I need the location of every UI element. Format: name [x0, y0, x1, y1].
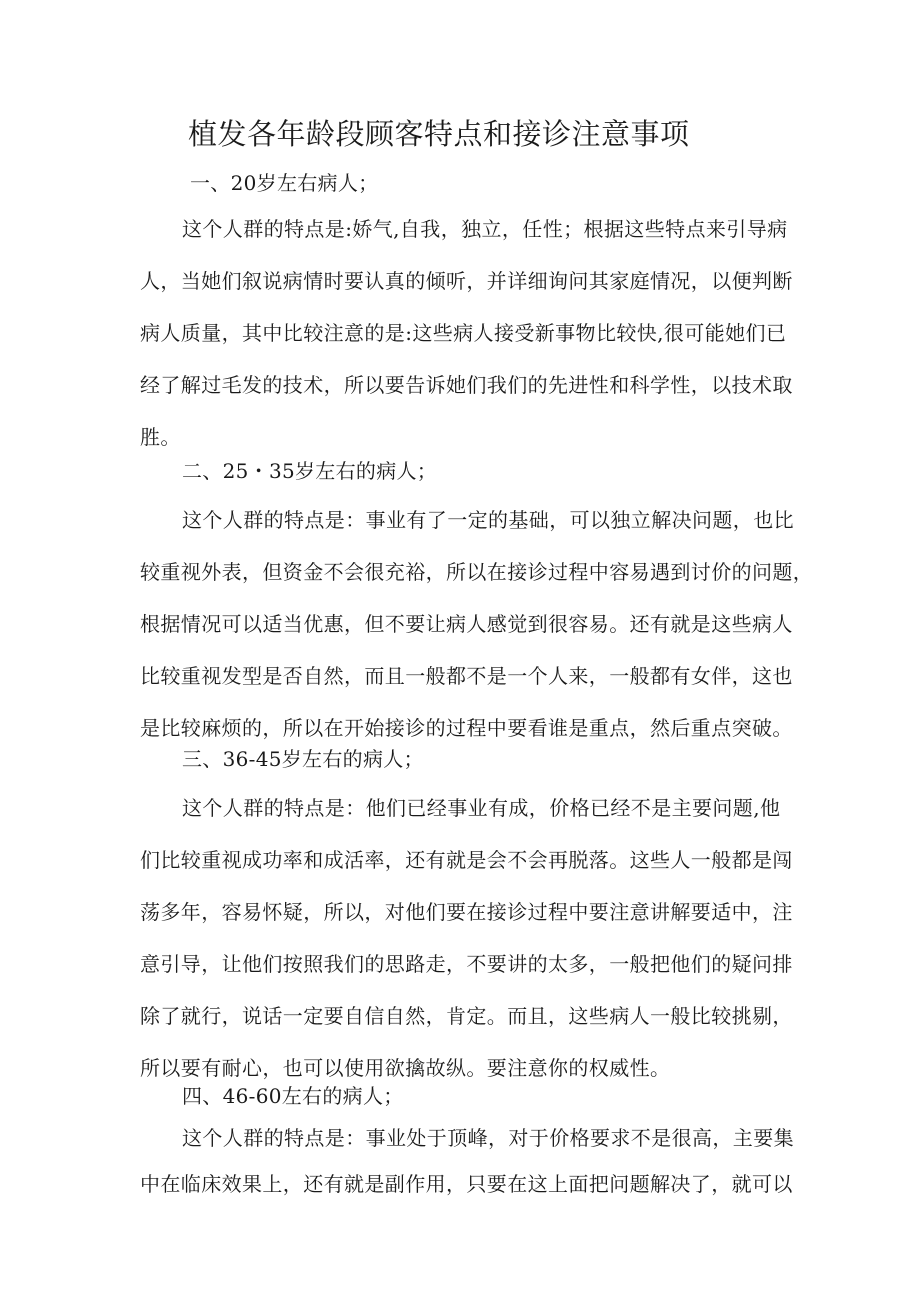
- section-3-heading: 三、36-45岁左右的病人；: [182, 747, 424, 771]
- paragraph-line: 除了就行，说话一定要自信自然，肯定。而且，这些病人一般比较挑剔，: [140, 1004, 793, 1028]
- paragraph-line: 们比较重视成功率和成活率，还有就是会不会再脱落。这些人一般都是闯: [140, 848, 793, 872]
- section-1-heading: 一、20岁左右病人；: [190, 171, 379, 195]
- paragraph-line: 是比较麻烦的，所以在开始接诊的过程中要看谁是重点，然后重点突破。: [140, 716, 793, 740]
- document-title: 植发各年龄段顾客特点和接诊注意事项: [188, 117, 690, 151]
- paragraph-line: 这个人群的特点是：事业有了一定的基础，可以独立解决问题，也比: [182, 508, 794, 532]
- section-3-paragraph: [140, 782, 793, 1094]
- paragraph-line: 较重视外表，但资金不会很充裕，所以在接诊过程中容易遇到讨价的问题，: [140, 560, 814, 584]
- paragraph-line: 人，当她们叙说病情时要认真的倾听，并详细询问其家庭情况，以便判断: [140, 269, 793, 293]
- paragraph-line: 这个人群的特点是：他们已经事业有成，价格已经不是主要问题,他: [182, 796, 781, 820]
- section-4-heading: 四、46-60左右的病人；: [182, 1084, 404, 1108]
- section-2-paragraph: [140, 494, 814, 754]
- paragraph-line: 所以要有耐心，也可以使用欲擒故纵。要注意你的权威性。: [140, 1056, 671, 1080]
- paragraph-line: 中在临床效果上，还有就是副作用，只要在这上面把问题解决了，就可以: [140, 1172, 793, 1196]
- paragraph-line: 这个人群的特点是：事业处于顶峰，对于价格要求不是很高，主要集: [182, 1126, 794, 1150]
- paragraph-line: 根据情况可以适当优惠，但不要让病人感觉到很容易。还有就是这些病人: [140, 612, 793, 636]
- paragraph-line: 荡多年，容易怀疑，所以，对他们要在接诊过程中要注意讲解要适中，注: [140, 900, 793, 924]
- paragraph-line: 比较重视发型是否自然，而且一般都不是一个人来，一般都有女伴，这也: [140, 664, 793, 688]
- paragraph-line: 经了解过毛发的技术，所以要告诉她们我们的先进性和科学性，以技术取: [140, 373, 793, 397]
- paragraph-line: 病人质量，其中比较注意的是:这些病人接受新事物比较快,很可能她们已: [140, 321, 787, 345]
- paragraph-line: 意引导，让他们按照我们的思路走，不要讲的太多，一般把他们的疑问排: [140, 952, 793, 976]
- paragraph-line: 这个人群的特点是:娇气,自我，独立，任性；根据这些特点来引导病: [182, 217, 788, 241]
- section-1-paragraph: [140, 203, 793, 463]
- paragraph-line: 胜。: [140, 425, 181, 449]
- section-2-heading: 二、25・35岁左右的病人；: [182, 459, 438, 483]
- section-4-paragraph: [140, 1115, 794, 1207]
